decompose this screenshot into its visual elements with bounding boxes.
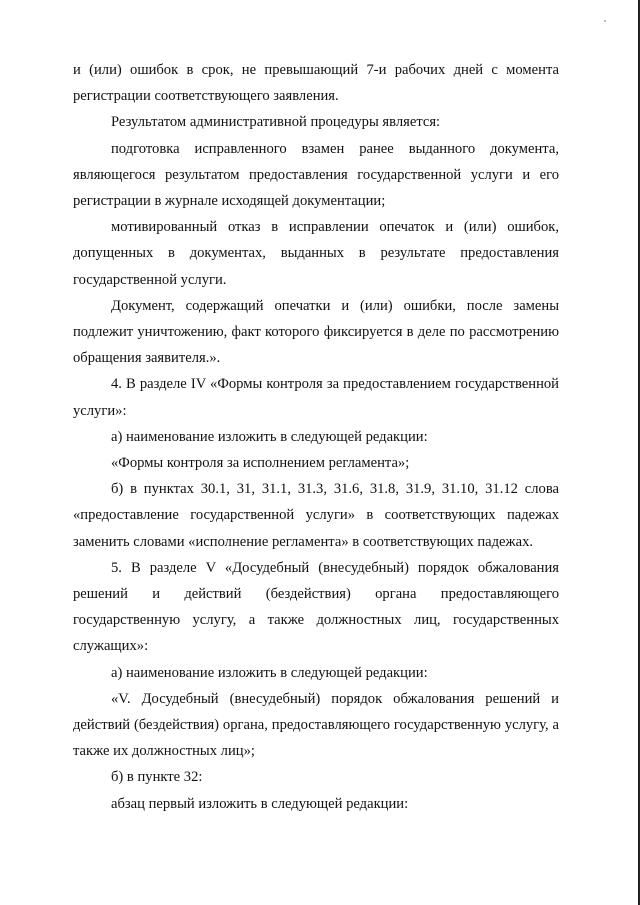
- paragraph-corrected-document: подготовка исправленного взамен ранее выданного документа, являющегося результатом предоставления государственной услуги и его регистрации в журнале исходящей документации;: [73, 140, 559, 210]
- paragraph-result-heading: Результатом административной процедуры является:: [111, 114, 441, 131]
- paragraph-item-4: 4. В разделе IV «Формы контроля за предоставлением государственной услуги»:: [73, 376, 559, 419]
- paragraph-item-5a: а) наименование изложить в следующей редакции:: [111, 664, 428, 681]
- scan-speck: [604, 20, 606, 22]
- paragraph-continuation: и (или) ошибок в срок, не превышающий 7-и рабочих дней с момента регистрации соответствующего заявления.: [73, 62, 559, 105]
- paragraph-item-5b: б) в пункте 32:: [111, 769, 203, 786]
- paragraph-item-4b: б) в пунктах 30.1, 31, 31.1, 31.3, 31.6, 31.8, 31.9, 31.10, 31.12 слова «предоставление государственной услуги» в соответствующих падежах заменить словами «исполнение регламента» в соответствующих падежах.: [73, 481, 559, 550]
- paragraph-item-5: 5. В разделе V «Досудебный (внесудебный) порядок обжалования решений и действий (бездействия) органа предоставляющего государственную услугу, а также должностных лиц, государственных служащих»:: [73, 559, 559, 655]
- document-body: [73, 57, 559, 817]
- paragraph-item-5a-title: «V. Досудебный (внесудебный) порядок обжалования решений и действий (бездействия) органа, предоставляющего государственную услугу, а также их должностных лиц»;: [73, 690, 559, 760]
- paragraph-item-4a-title: «Формы контроля за исполнением регламента»;: [111, 455, 410, 472]
- paragraph-refusal: мотивированный отказ в исправлении опечаток и (или) ошибок, допущенных в документах, выданных в результате предоставления государственной услуги.: [73, 219, 559, 288]
- paragraph-destruction: Документ, содержащий опечатки и (или) ошибки, после замены подлежит уничтожению, факт которого фиксируется в деле по рассмотрению обращения заявителя.».: [73, 297, 559, 367]
- paragraph-item-5b-first-para: абзац первый изложить в следующей редакции:: [111, 795, 409, 812]
- paragraph-item-4a: а) наименование изложить в следующей редакции:: [111, 428, 428, 445]
